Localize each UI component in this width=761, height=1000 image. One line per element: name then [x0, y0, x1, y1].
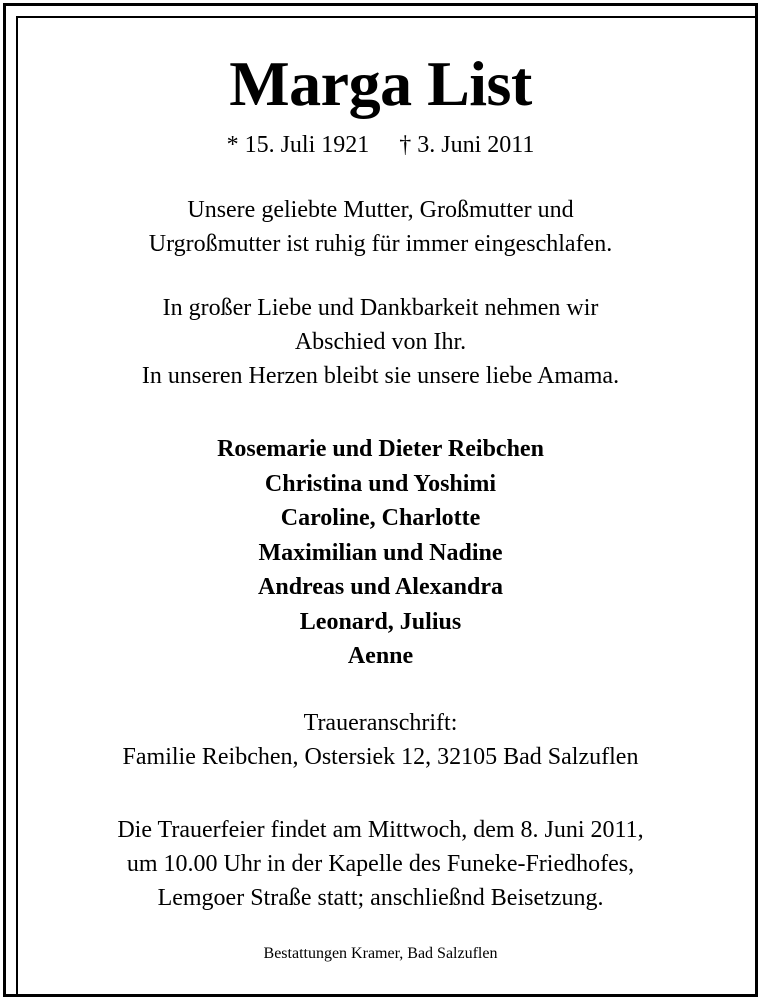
life-dates [12, 130, 749, 160]
message-paragraph-1 [12, 193, 749, 261]
family-member: Aenne [347, 643, 414, 669]
mourning-address-label: Traueranschrift: [303, 710, 458, 736]
family-member: Rosemarie und Dieter Reibchen [217, 436, 544, 462]
undertaker: Bestattungen Kramer, Bad Salzuflen [263, 945, 498, 962]
message-line: In unseren Herzen bleibt sie unsere liebe Amama. [141, 363, 620, 389]
message-line: Unsere geliebte Mutter, Großmutter und [187, 197, 574, 223]
ceremony-line: Lemgoer Straße statt; anschließnd Beisetzung. [157, 885, 604, 911]
family-list [12, 432, 749, 674]
ceremony-line: um 10.00 Uhr in der Kapelle des Funeke-Friedhofes, [126, 851, 635, 877]
birth-date: * 15. Juli 1921 [226, 132, 370, 158]
message-line: Urgroßmutter ist ruhig für immer eingeschlafen. [148, 231, 613, 257]
ceremony-line: Die Trauerfeier findet am Mittwoch, dem 8. Juni 2011, [117, 817, 644, 843]
message-line: In großer Liebe und Dankbarkeit nehmen wir [162, 295, 599, 321]
family-member: Caroline, Charlotte [280, 505, 481, 531]
message-paragraph-2 [12, 291, 749, 393]
death-date: † 3. Juni 2011 [399, 132, 535, 158]
deceased-name: Marga List [229, 48, 532, 119]
ceremony-info [12, 813, 749, 915]
mourning-address [12, 706, 749, 774]
mourning-address-text: Familie Reibchen, Ostersiek 12, 32105 Bad Salzuflen [122, 744, 639, 770]
message-line: Abschied von Ihr. [294, 329, 467, 355]
family-member: Maximilian und Nadine [258, 539, 503, 566]
family-member: Christina und Yoshimi [264, 470, 497, 497]
family-member: Leonard, Julius [299, 608, 462, 635]
family-member: Andreas und Alexandra [258, 574, 503, 600]
